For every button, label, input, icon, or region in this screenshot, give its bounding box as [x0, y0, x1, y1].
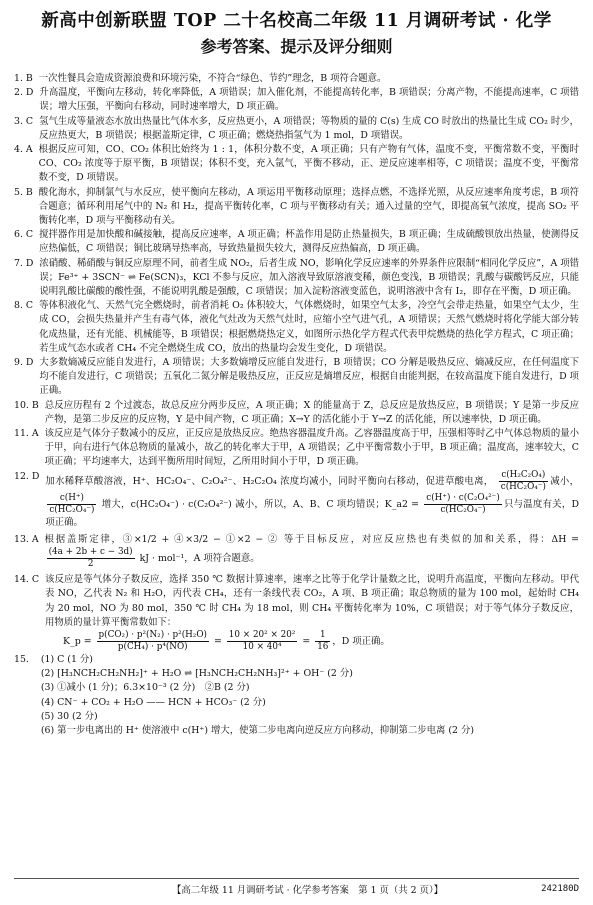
answer-list [14, 72, 579, 738]
answer-item-5 [14, 186, 579, 229]
answer-text: 升高温度，平衡向左移动，转化率降低，A 项错误；加入催化剂，不能提高转化率，B 项错误；分离产物，不能提高速率，C 项错误；增大压强，平衡向右移动，同时速率增大，D 项正确。 [39, 87, 579, 113]
answer-item-15 [14, 653, 579, 738]
answer-item-12: 12. D 加水稀释草酸溶液，H⁺、HC₂O₄⁻、C₂O₄²⁻、H₂C₂O₄ 浓度均减小，同时平衡向右移动，促进草酸电离， $\frac{\text{c(H₂C₂O₄)}}{\text{c(HC₂O₄⁻)}}$ 减小， $\frac{c(H^+)}{\text{c(HC₂O₄⁻)}}$ 增大，c(HC₂O₄⁻) · c(C₂O₄²⁻) 减小，所以，A、B、C 项均错误；K_a2 = $\frac{\text{c(H⁺) · c(C₂O₄²⁻)}}{\text{c(HC₂O₄⁻)}}$ 只与温度有关，D 项正确。 [14, 469, 579, 528]
answer-text: 该反应是等气体分子数反应，选择 350 ℃ 数据计算速率，速率之比等于化学计量数之比，说明升高温度，平衡向左移动。甲代表 NO，乙代表 N₂ 和 H₂O，丙代表 CH₄，还有一条线代表 CO₂，A 项、B 项正确；取总物质的量为 100 mol，起始时 CH₄ 为 20 mol，NO 为 80 mol，350 ℃ 时 CH₄ 为 18 mol，则 CH₄ 平衡转化率为 10%，C 项错误；对于等气体分子数反应，用物质的量计算平衡常数如下： [45, 574, 579, 628]
page-subtitle: 参考答案、提示及评分细则 [200, 37, 393, 56]
footer-code: 242180D [541, 884, 579, 894]
answer-text: 搅拌器作用是加快酸和碱接触，提高反应速率，A 项正确；杯盖作用是防止热量损失，B 项正确；生成硫酸钡放出热量，使测得反应热偏低，C 项错误；铜比玻璃导热率高，导致热量损失较大，测得反应热偏高，D 项正确。 [39, 229, 579, 255]
answer-number: 13. A [14, 533, 45, 545]
answer-item-13: 13. A 根据盖斯定律，③×1/2 + ④×3/2 − ①×2 − ② 等于目标反应，对应反应热也有类似的加和关系，得：ΔH = $\frac{(4a + 2b + c - 3d)}{2}$ kJ · mol⁻¹，A 项符合题意。 [14, 533, 579, 570]
answer-number: 14. C [14, 574, 46, 586]
answer-part-6: (6) 第一步电离出的 H⁺ 使溶液中 c(H⁺) 增大，使第二步电离向逆反应方向移动，抑制第二步电离 (2 分) [40, 724, 474, 736]
answer-number: 7. D [14, 257, 40, 269]
answer-text: 根据反应可知，CO、CO₂ 体积比始终为 1 : 1，体积分数不变，A 项正确；只有产物有气体，温度不变，平衡常数不变，平衡时 CO、CO₂ 浓度等于原平衡，B 项错误；体积不变，充入氩气，平衡不移动，正、逆反应速率相等，C 项错误；温度不变，平衡常数不变，D 项错误。 [38, 144, 579, 184]
answer-part-2: (2) [H₃NCH₂CH₂NH₂]⁺ + H₂O ⇌ [H₃NCH₂CH₂NH₃]²⁺ + OH⁻ (2 分) [40, 668, 353, 680]
answer-text: 浓硝酸、稀硝酸与铜反应原理不同，前者生成 NO₂，后者生成 NO，影响化学反应速率的外界条件应限制“相同化学反应”，A 项错误；Fe³⁺ + 3SCN⁻ ⇌ Fe(SCN)₃，KCl 不参与反应，加入溶液导致原溶液变稀，颜色变浅，B 项错误；乳酸与碳酸钙反应，只能说明乳酸比碳酸的酸性强，不能说明乳酸是强酸，C 项错误；加入淀粉溶液变蓝色，说明溶液中含有 I₂，即存在平衡，D 项正确。 [39, 257, 579, 298]
fraction: $\frac{c(H^+)}{\text{c(HC₂O₄⁻)}}$ [49, 492, 95, 515]
answer-item-6 [14, 228, 579, 256]
answer-text: 根据盖斯定律，③×1/2 + ④×3/2 − ①×2 − ② 等于目标反应，对应反应热也有类似的加和关系，得：ΔH [44, 533, 567, 545]
answer-item-2 [14, 86, 579, 114]
answer-text: 该反应是气体分子数减小的反应，正反应是放热反应。绝热容器温度升高。乙容器温度高于甲，压强相等时乙中气体总物质的量小于甲，向右进行气体总物质的量减小，故乙的转化率大于甲，A 项错误；乙中平衡常数小于甲，B 项正确；温度高，速率较大，C 项正确；平均速率大，达到平衡所用时间短，乙所用时间小于甲，D 项正确。 [44, 428, 580, 468]
answer-number: 5. B [14, 186, 39, 198]
answer-item-1 [14, 72, 579, 86]
answer-part-3: (3) ①减小 (1 分)；6.3×10⁻³ (2 分) ②B (2 分) [40, 682, 250, 694]
answer-number: 3. C [14, 115, 40, 127]
answer-number: 8. C [14, 300, 40, 312]
fraction: $\frac{\text{c(H⁺) · c(C₂O₄²⁻)}}{\text{c(HC₂O₄⁻)}}$ [426, 492, 500, 515]
page-footer [14, 878, 579, 896]
answer-item-7 [14, 257, 579, 300]
answer-number: 9. D [14, 357, 40, 369]
fraction: $\frac{\text{c(H₂C₂O₄)}}{\text{c(HC₂O₄⁻)}}$ [500, 469, 546, 492]
answer-number: 1. B [14, 73, 39, 84]
answer-number: 4. A [14, 144, 39, 156]
answer-text: 一次性餐具会造成资源浪费和环境污染，不符合“绿色、节约”理念，B 项符合题意。 [38, 73, 387, 84]
answer-number: 12. D [14, 470, 46, 482]
answer-number: 6. C [14, 229, 40, 241]
answer-number: 2. D [14, 87, 40, 99]
answer-part-1: (1) C (1 分) [40, 653, 93, 665]
fraction: $\frac{(4a + 2b + c - 3d)}{2}$ [48, 547, 133, 570]
answer-item-14 [14, 573, 579, 653]
answer-text: 大多数熵减反应能自发进行，A 项错误；大多数熵增反应能自发进行，B 项错误；CO 分解是吸热反应、熵减反应，在任何温度下均不能自发进行，C 项错误；五氧化二氮分解是吸热反应，正反应是熵增反应，根据自由能判据，在较高温度下能自发进行，D 项正确。 [39, 357, 579, 397]
answer-part-4: (4) CN⁻ + CO₂ + H₂O —— HCN + HCO₃⁻ (2 分) [40, 696, 266, 708]
answer-number: 11. A [14, 428, 45, 440]
footer-page-info: 【高二年级 11 月调研考试 · 化学参考答案 第 1 页（共 2 页）】 [172, 885, 444, 896]
simple-answers [14, 72, 579, 470]
answer-item-3 [14, 115, 579, 143]
answer-item-10 [14, 399, 579, 427]
answer-item-11 [14, 427, 579, 470]
answer-item-9 [14, 356, 579, 399]
answer-text: 加水稀释草酸溶液，H⁺、HC₂O₄⁻、C₂O₄²⁻、H₂C₂O₄ 浓度均减小，同时平衡向右移动，促进草酸电离， [45, 475, 494, 487]
page-title: 新高中创新联盟 TOP 二十名校高二年级 11 月调研考试 · 化学 [41, 11, 552, 31]
answer-text: 等体积液化气、天然气完全燃烧时，前者消耗 O₂ 体积较大，气体燃烧时，如果空气太多，冷空气会带走热量，如果空气太少，生成 CO，会损失热量并产生有毒气体，液化气灶改为天然气灶时，应缩小空气进气孔，A 项错误；天然气燃烧时将化学能大部分转化成热量，还有光能、机械能等，B 项错误；根据燃烧热定义，如图所示热化学方程式代表甲烷燃烧的热化学方程式，C 项正确；若生成气态水或者 CH₄ 不完全燃烧生成 CO，放出的热量均会发生变化，D 项错误。 [39, 300, 579, 354]
answer-text: 酸化海水，抑制氯气与水反应，使平衡向左移动，A 项运用平衡移动原理；选择点燃，不选择光照，从反应速率角度考虑，B 项符合题意；循环利用尾气中的 N₂ 和 H₂，提高平衡转化率，C 项与平衡移动有关；通入过量的空气，即提高氧气浓度，提高 SO₂ 平衡转化率，D 项与平衡移动有关。 [38, 186, 579, 227]
answer-item-4 [14, 143, 579, 186]
answer-item-8 [14, 299, 579, 356]
answer-text: 氢气生成等量液态水放出热量比气体水多，反应热更小，A 项错误；等物质的量的 C(s) 生成 CO 时放出的热量比生成 CO₂ 时少，反应热更大，B 项错误；根据盖斯定律，C 项正确；燃烧热指氢气为 1 mol，D 项错误。 [39, 115, 579, 141]
kp-formula: K_p = $\frac{\text{p(CO₂) · p²(N₂) · p²(H₂O)}}{\text{p(CH₄) · p⁴(NO)}}$ = $\frac{\text{10 × 20² × 20²}}{\text{10 × 40⁴}}$ = $\frac{1}{16}$ ，D 项正确。 [63, 629, 390, 652]
answer-number: 10. B [14, 399, 45, 411]
answer-number: 15. [14, 653, 35, 665]
answer-text: 总反应历程有 2 个过渡态，故总反应分两步反应，A 项正确；X 的能量高于 Z，总反应是放热反应，B 项错误；Y 是第一步反应产物，是第二步反应的反应物，Y 是中间产物，C 项正确；X→Y 的活化能小于 Y→Z 的活化能，所以速率快，D 项正确。 [44, 399, 579, 425]
answer-part-5: (5) 30 (2 分) [40, 710, 98, 722]
